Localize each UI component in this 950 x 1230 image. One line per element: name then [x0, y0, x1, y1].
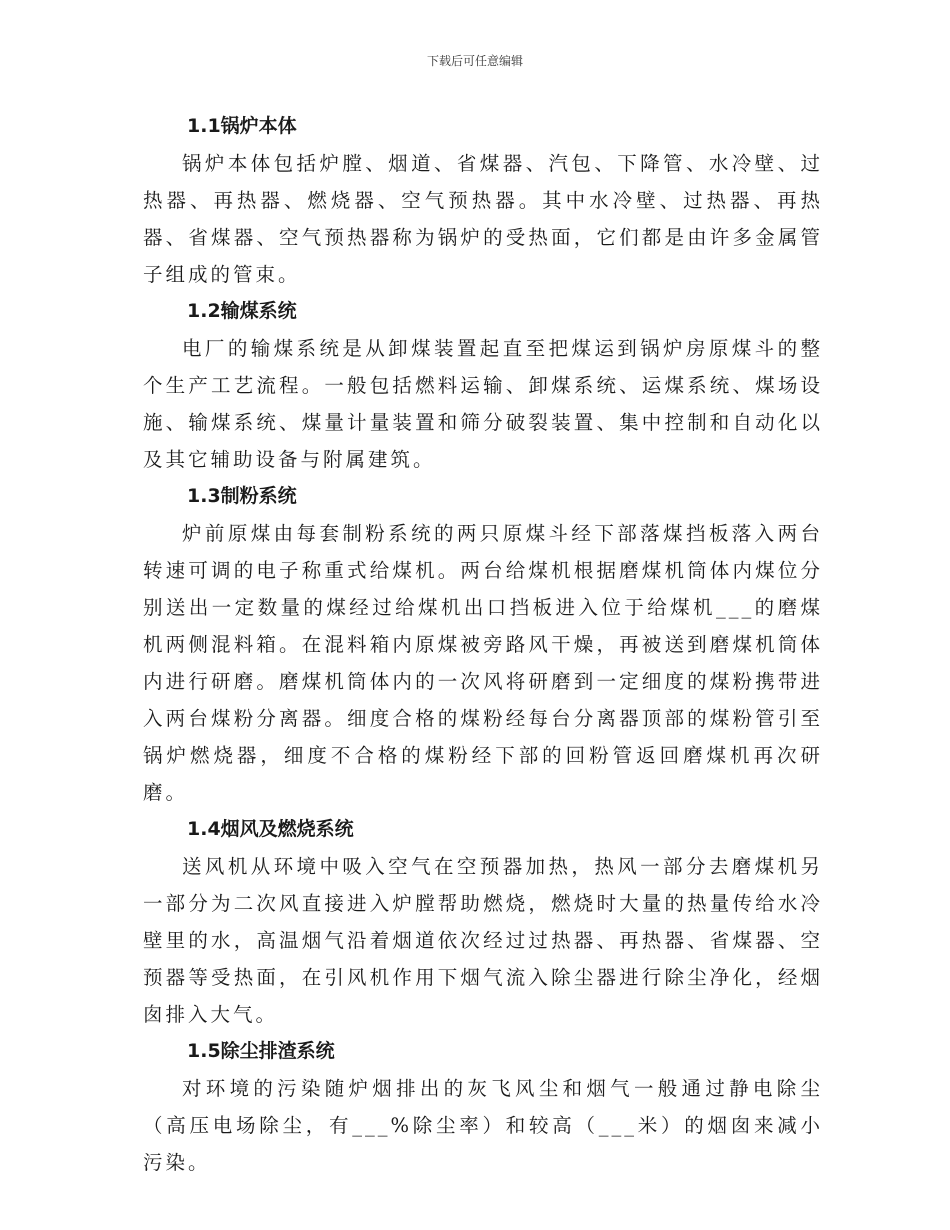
section-coal-conveying: [143, 293, 823, 478]
section-paragraph: 炉前原煤由每套制粉系统的两只原煤斗经下部落煤挡板落入两台转速可调的电子称重式给煤机。两台给煤机根据磨煤机筒体内煤位分别送出一定数量的煤经过给煤机出口挡板进入位于给煤机___的磨煤机两侧混料箱。在混料箱内原煤被旁路风干燥，再被送到磨煤机筒体内进行研磨。磨煤机筒体内的一次风将研磨到一定细度的煤粉携带进入两台煤粉分离器。细度合格的煤粉经每台分离器顶部的煤粉管引至锅炉燃烧器，细度不合格的煤粉经下部的回粉管返回磨煤机再次研磨。: [143, 522, 823, 804]
section-dust-slag: [143, 1033, 823, 1181]
section-heading: 1.1锅炉本体: [187, 115, 297, 137]
section-heading: 1.2输煤系统: [187, 300, 297, 322]
page-header: 下载后可任意编辑: [426, 54, 523, 68]
section-paragraph: 对环境的污染随炉烟排出的灰飞风尘和烟气一般通过静电除尘（高压电场除尘，有___%除尘率）和较高（___米）的烟囱来减小污染。: [143, 1077, 823, 1174]
section-pulverizing: [143, 478, 823, 811]
section-heading: 1.5除尘排渣系统: [187, 1040, 335, 1062]
section-heading: 1.3制粉系统: [187, 485, 297, 507]
section-flue-gas-combustion: [143, 811, 823, 1033]
document-body: [143, 108, 823, 1181]
section-heading: 1.4烟风及燃烧系统: [187, 818, 354, 840]
section-paragraph: 锅炉本体包括炉膛、烟道、省煤器、汽包、下降管、水冷壁、过热器、再热器、燃烧器、空气预热器。其中水冷壁、过热器、再热器、省煤器、空气预热器称为锅炉的受热面，它们都是由许多金属管子组成的管束。: [143, 152, 823, 286]
section-boiler-body: [143, 108, 823, 293]
section-paragraph: 送风机从环境中吸入空气在空预器加热，热风一部分去磨煤机另一部分为二次风直接进入炉膛帮助燃烧，燃烧时大量的热量传给水冷壁里的水，高温烟气沿着烟道依次经过过热器、再热器、省煤器、空预器等受热面，在引风机作用下烟气流入除尘器进行除尘净化，经烟囱排入大气。: [143, 855, 823, 1026]
section-paragraph: 电厂的输煤系统是从卸煤装置起直至把煤运到锅炉房原煤斗的整个生产工艺流程。一般包括燃料运输、卸煤系统、运煤系统、煤场设施、输煤系统、煤量计量装置和筛分破裂装置、集中控制和自动化以及其它辅助设备与附属建筑。: [143, 337, 823, 471]
